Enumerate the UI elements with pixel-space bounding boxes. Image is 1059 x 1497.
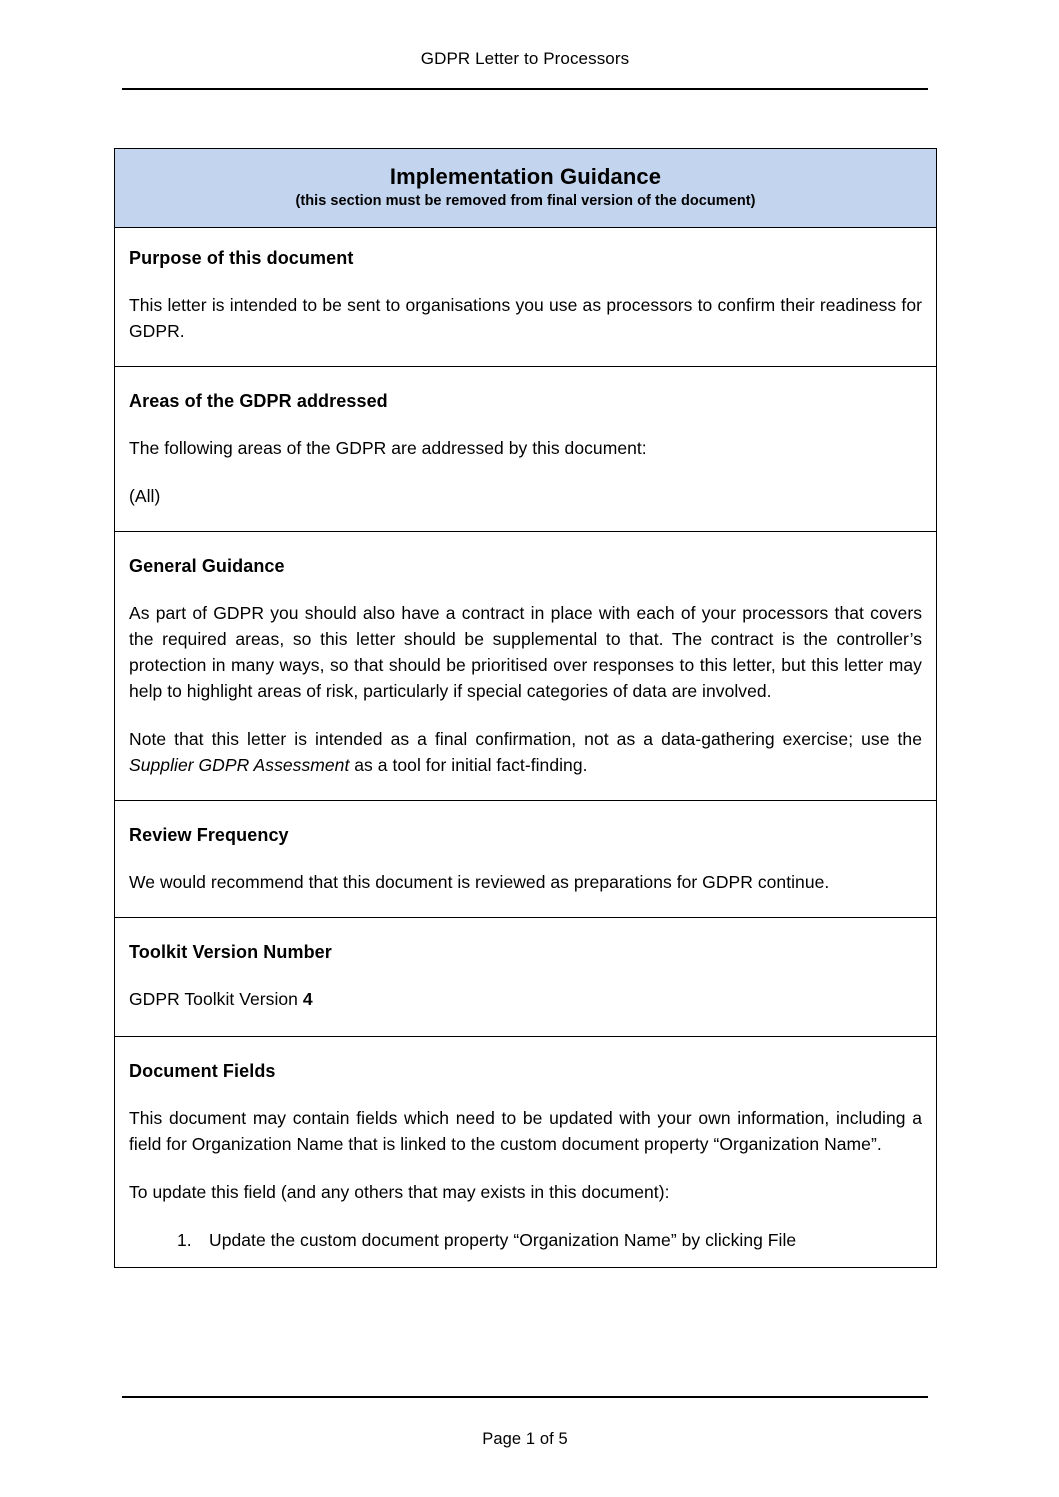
section-heading-purpose: Purpose of this document	[129, 248, 354, 268]
section-paragraph-version	[129, 986, 922, 1012]
list-item	[129, 1227, 922, 1253]
section-purpose	[115, 228, 936, 366]
section-paragraph-fields-1: This document may contain fields which need to be updated with your own information, including a field for Organization Name that is linked to the custom document property “Organization Name”.	[129, 1108, 922, 1154]
header-divider-rule	[122, 88, 928, 90]
table-row	[115, 918, 936, 1037]
footer-divider-rule	[122, 1396, 928, 1398]
list-item-text: Update the custom document property “Organization Name” by clicking File	[209, 1230, 797, 1250]
section-value-areas: (All)	[129, 486, 161, 506]
section-heading-document-fields: Document Fields	[129, 1061, 276, 1081]
section-heading-areas: Areas of the GDPR addressed	[129, 391, 388, 411]
table-row	[115, 367, 936, 532]
list-item-marker: 1.	[177, 1230, 192, 1250]
page-header-title: GDPR Letter to Processors	[420, 49, 630, 68]
section-heading-general: General Guidance	[129, 556, 285, 576]
supplier-gdpr-assessment-reference: Supplier GDPR Assessment	[129, 755, 350, 775]
section-paragraph-review: We would recommend that this document is reviewed as preparations for GDPR continue.	[129, 872, 830, 892]
general-para2-lead: Note that this letter is intended as a final confirmation, not as a data-gathering exercise; use the	[129, 729, 922, 749]
toolkit-version-value: 4	[302, 989, 313, 1009]
section-document-fields	[115, 1037, 936, 1267]
section-heading-review: Review Frequency	[129, 825, 289, 845]
section-paragraph-areas: The following areas of the GDPR are addressed by this document:	[129, 438, 647, 458]
document-fields-steps-list	[129, 1227, 922, 1253]
general-para2-tail: as a tool for initial fact-finding.	[349, 755, 588, 775]
banner-title: Implementation Guidance	[389, 164, 662, 189]
page-header	[122, 48, 928, 70]
section-general-guidance	[115, 532, 936, 800]
toolkit-version-label: GDPR Toolkit Version	[129, 989, 303, 1009]
section-toolkit-version	[115, 918, 936, 1036]
section-heading-version: Toolkit Version Number	[129, 942, 332, 962]
section-paragraph-fields-2: To update this field (and any others that may exists in this document):	[129, 1182, 670, 1202]
page-footer	[122, 1428, 928, 1450]
table-row	[115, 1037, 936, 1267]
table-row	[115, 149, 936, 228]
section-review-frequency	[115, 801, 936, 917]
section-paragraph-general-2	[129, 726, 922, 778]
table-row	[115, 228, 936, 367]
implementation-guidance-banner	[115, 149, 936, 227]
table-row	[115, 532, 936, 801]
section-paragraph-general-1: As part of GDPR you should also have a contract in place with each of your processors that covers the required areas, so this letter should be supplemental to that. The contract is the controller’s protection in many ways, so that should be prioritised over responses to this letter, but this letter may help to highlight areas of risk, particularly if special categories of data are involved.	[129, 603, 922, 701]
banner-subtitle: (this section must be removed from final version of the document)	[295, 193, 756, 209]
section-paragraph-purpose: This letter is intended to be sent to organisations you use as processors to confirm their readiness for GDPR.	[129, 295, 922, 341]
page-number-label: Page 1 of 5	[482, 1430, 568, 1448]
table-row	[115, 801, 936, 918]
section-areas-addressed	[115, 367, 936, 531]
implementation-guidance-table	[114, 148, 937, 1268]
